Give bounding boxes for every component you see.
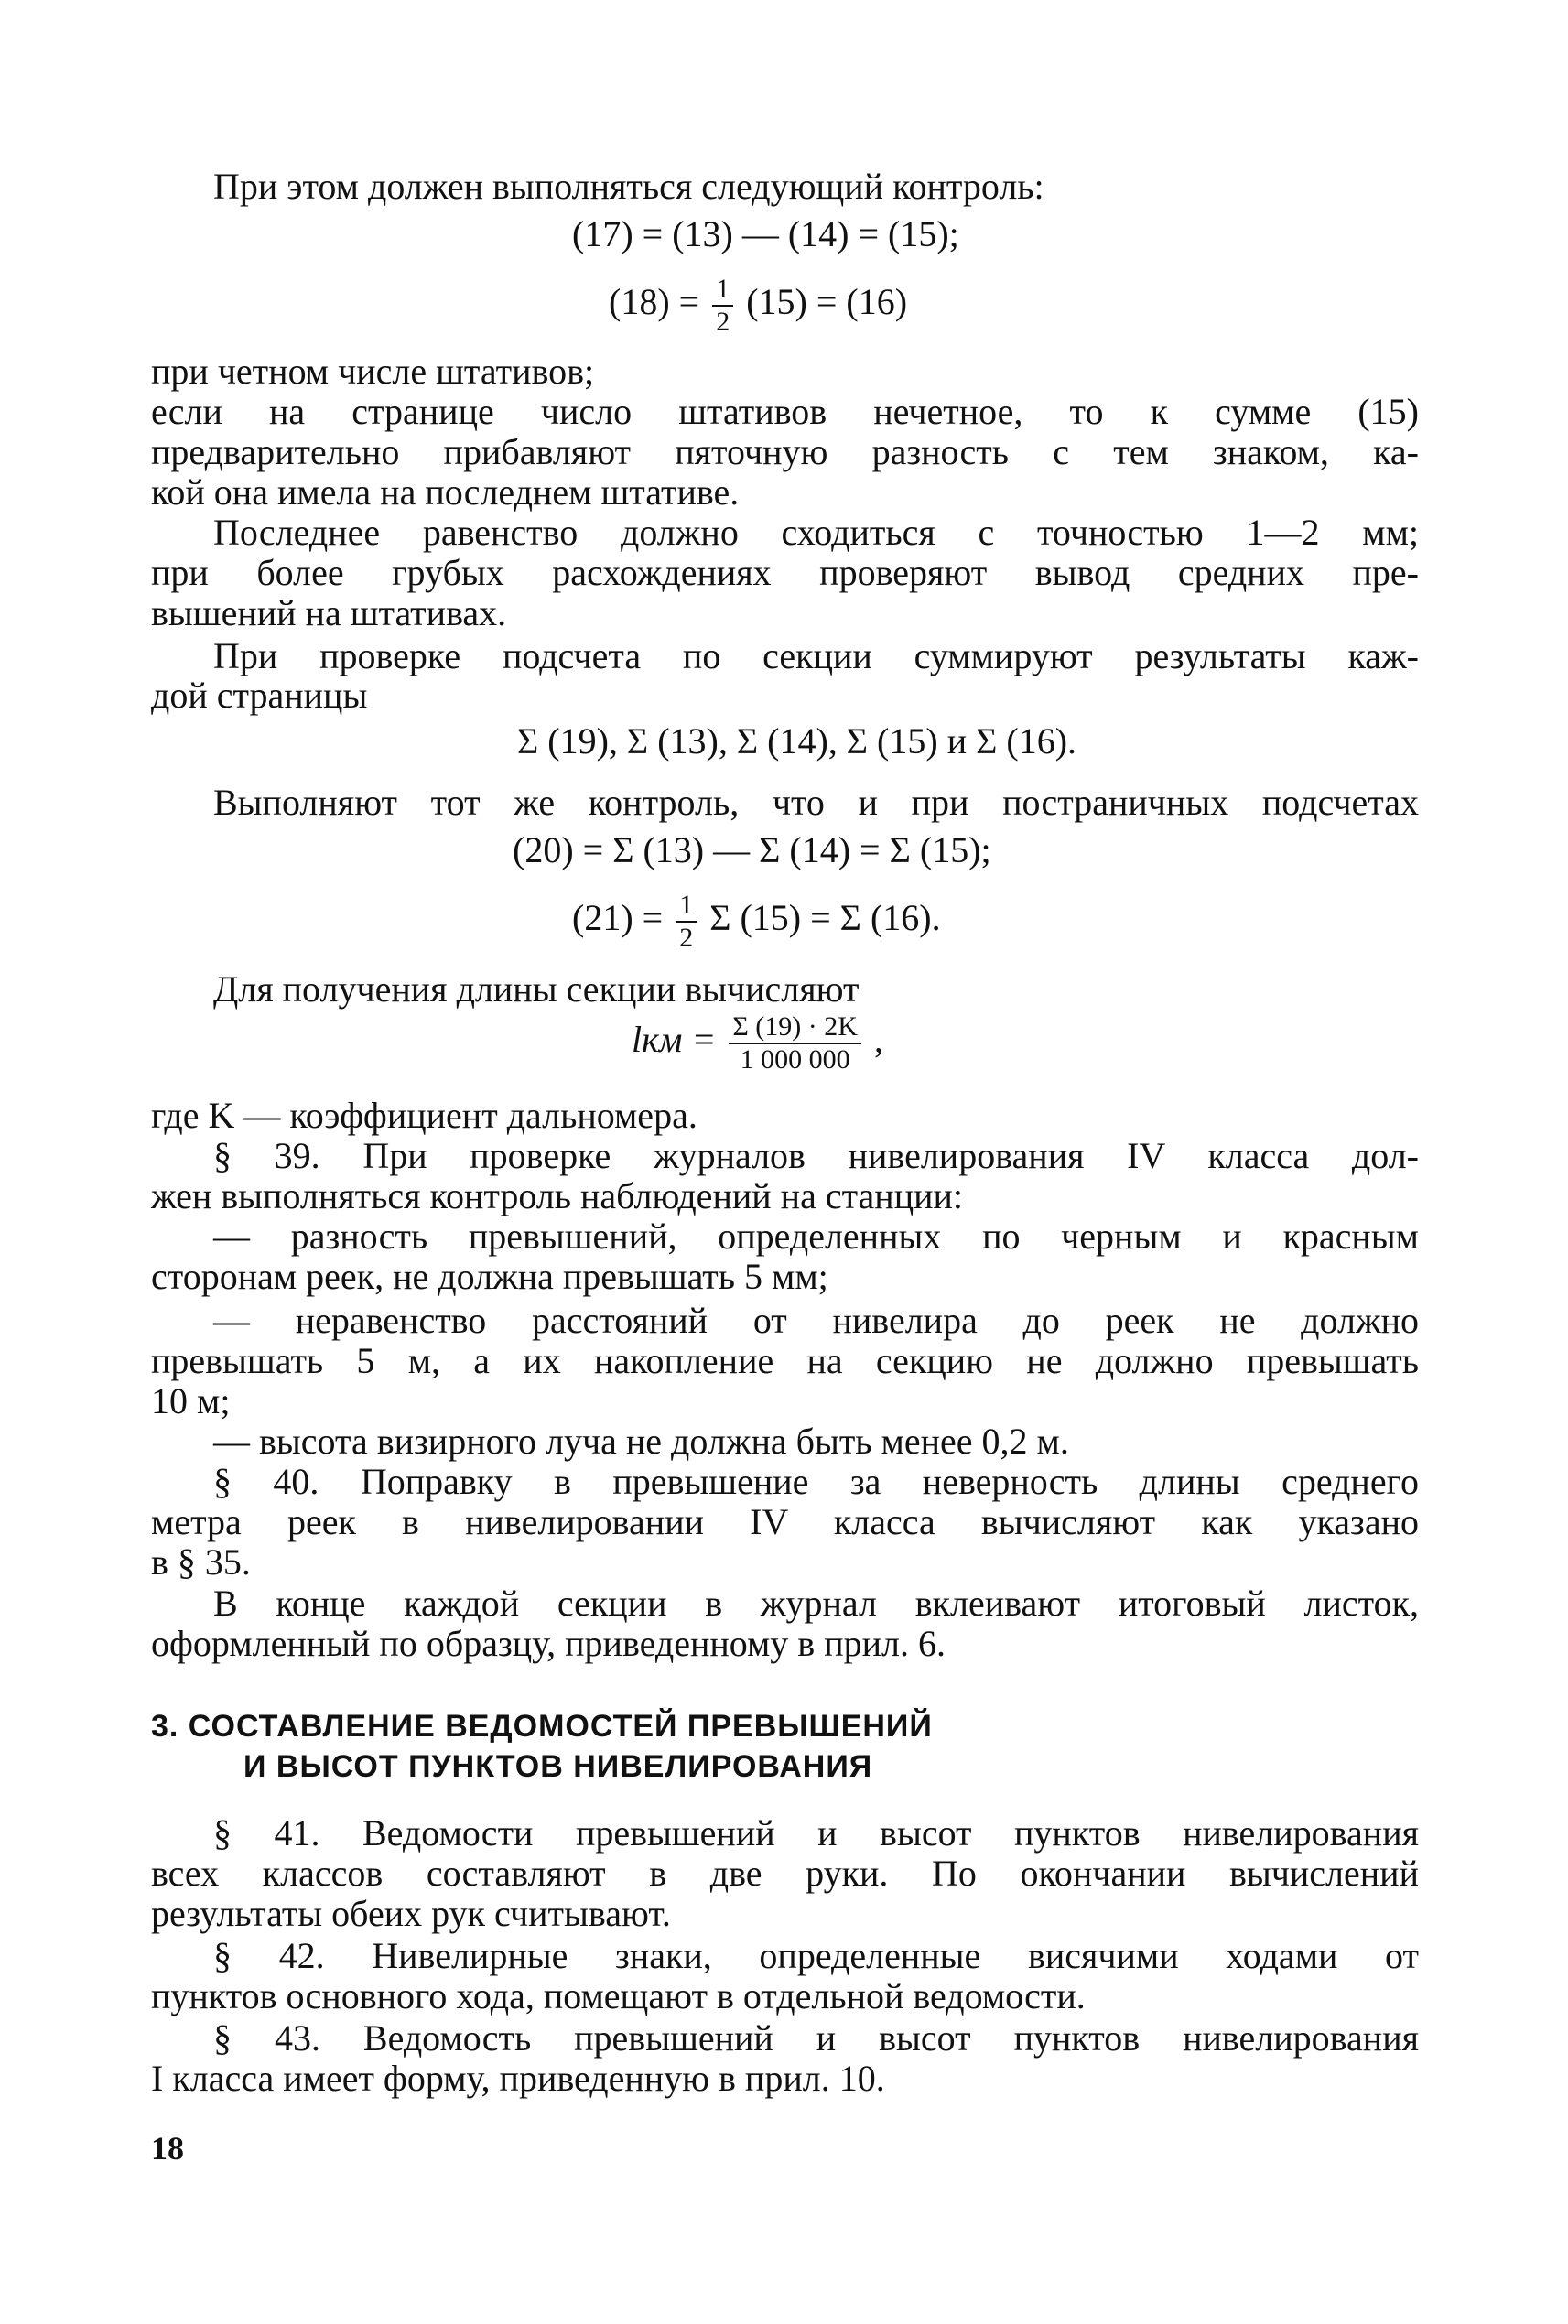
formula-18: [609, 273, 908, 337]
text-line: при более грубых расхождениях проверяют вывод средних пре-: [151, 552, 1419, 593]
text-line: § 40. Поправку в превышение за неверность длины среднего: [213, 1461, 1419, 1502]
numerator: 1: [676, 892, 697, 923]
formula-part: ,: [873, 1019, 883, 1060]
numerator: 1: [712, 276, 733, 307]
formula-20: (20) = Σ (13) — Σ (14) = Σ (15);: [513, 829, 991, 870]
denominator: 2: [716, 306, 730, 337]
formula-length: [632, 1011, 883, 1075]
fraction: [676, 889, 697, 953]
page-number: 18: [151, 2130, 184, 2167]
text-line: I класса имеет форму, приведенную в прил. 10.: [151, 2058, 885, 2099]
section-heading-line2: И ВЫСОТ ПУНКТОВ НИВЕЛИРОВАНИЯ: [243, 1749, 873, 1784]
text-line: результаты обеих рук считывают.: [151, 1893, 671, 1934]
text-line: Последнее равенство должно сходиться с точностью 1—2 мм;: [213, 512, 1419, 553]
text-line: предварительно прибавляют пяточную разность с тем знаком, ка-: [151, 431, 1419, 472]
denominator: 1 000 000: [740, 1043, 850, 1075]
text-line: метра реек в нивелировании IV класса вычисляют как указано: [151, 1501, 1419, 1542]
text-line: кой она имела на последнем штативе.: [151, 471, 740, 513]
text-line: § 41. Ведомости превышений и высот пунктов нивелирования: [213, 1812, 1419, 1854]
formula-part: (15) = (16): [746, 281, 908, 322]
formula-part: Σ (15) = Σ (16).: [709, 897, 941, 938]
text-line: — неравенство расстояний от нивелира до реек не должно: [213, 1300, 1419, 1341]
text-line: При этом должен выполняться следующий контроль:: [213, 166, 1044, 207]
text-line: жен выполняться контроль наблюдений на станции:: [151, 1175, 964, 1216]
fraction: [712, 273, 733, 337]
text-line: превышать 5 м, а их накопление на секцию не должно превышать: [151, 1340, 1419, 1381]
text-line: § 42. Нивелирные знаки, определенные висячими ходами от: [213, 1935, 1419, 1976]
text-line: при четном числе штативов;: [151, 351, 595, 392]
denominator: 2: [679, 922, 694, 953]
text-line: При проверке подсчета по секции суммируют результаты каж-: [213, 635, 1419, 676]
text-line: — разность превышений, определенных по черным и красным: [213, 1216, 1419, 1257]
formula-part: (18) =: [609, 281, 700, 322]
formula-21: [572, 889, 941, 953]
text-line: дой страницы: [151, 675, 368, 716]
text-line: всех классов составляют в две руки. По окончании вычислений: [151, 1853, 1419, 1894]
text-line: где K — коэффициент дальномера.: [151, 1095, 697, 1136]
text-line: Выполняют тот же контроль, что и при постраничных подсчетах: [213, 782, 1419, 823]
formula-17: (17) = (13) — (14) = (15);: [572, 213, 959, 254]
formula-part: lкм =: [632, 1019, 717, 1060]
section-heading-line1: 3. СОСТАВЛЕНИЕ ВЕДОМОСТЕЙ ПРЕВЫШЕНИЙ: [151, 1709, 933, 1744]
fraction: [729, 1013, 861, 1074]
text-line: — высота визирного луча не должна быть менее 0,2 м.: [213, 1421, 1069, 1462]
text-line: пунктов основного хода, помещают в отдельной ведомости.: [151, 1975, 1086, 2016]
text-line: § 39. При проверке журналов нивелирования IV класса дол-: [213, 1135, 1419, 1176]
text-line: § 43. Ведомость превышений и высот пунктов нивелирования: [213, 2017, 1419, 2059]
text-line: в § 35.: [151, 1541, 251, 1583]
text-line: если на странице число штативов нечетное, то к сумме (15): [151, 391, 1419, 432]
formula-part: (21) =: [572, 897, 664, 938]
text-line: 10 м;: [151, 1380, 231, 1421]
numerator: Σ (19) · 2K: [729, 1013, 861, 1044]
text-line: оформленный по образцу, приведенному в прил. 6.: [151, 1623, 946, 1664]
text-line: В конце каждой секции в журнал вклеивают итоговый листок,: [213, 1583, 1419, 1624]
formula-sums: Σ (19), Σ (13), Σ (14), Σ (15) и Σ (16).: [517, 720, 1077, 762]
text-line: Для получения длины секции вычисляют: [213, 968, 860, 1010]
text-line: сторонам реек, не должна превышать 5 мм;: [151, 1256, 828, 1297]
text-line: вышений на штативах.: [151, 592, 507, 633]
